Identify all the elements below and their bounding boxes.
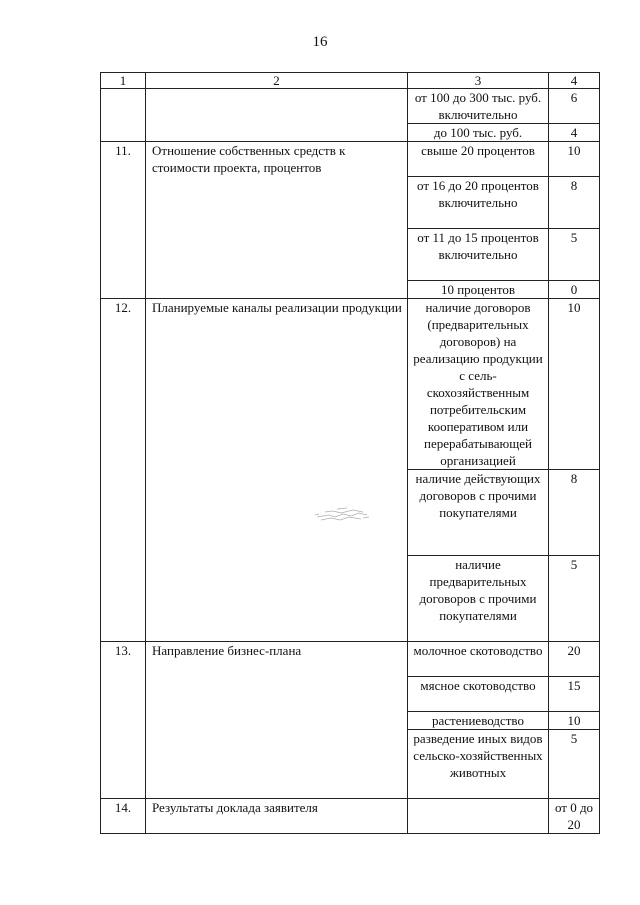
criterion-cell: от 100 до 300 тыс. руб. включительно — [408, 89, 549, 124]
row-number: 11. — [101, 142, 146, 299]
row-number — [101, 89, 146, 142]
score-cell: 0 — [549, 281, 600, 299]
score-cell: 5 — [549, 730, 600, 799]
score-cell: 4 — [549, 124, 600, 142]
table-row — [101, 642, 600, 677]
criterion-cell: молочное скотоводство — [408, 642, 549, 677]
parameter-cell: Отношение собственных средств к стоимости проекта, процентов — [146, 142, 408, 299]
table-row — [101, 142, 600, 177]
criterion-cell — [408, 799, 549, 834]
header-cell-num: 1 — [101, 73, 146, 89]
scan-smudge-mark — [313, 505, 371, 525]
criteria-table — [100, 72, 600, 834]
parameter-cell: Результаты доклада заявителя — [146, 799, 408, 834]
score-cell: 8 — [549, 470, 600, 556]
parameter-cell: Планируемые каналы реализации продукции — [146, 299, 408, 642]
score-cell: 10 — [549, 712, 600, 730]
criterion-cell: растениеводство — [408, 712, 549, 730]
table-row — [101, 89, 600, 124]
score-cell: 5 — [549, 229, 600, 281]
score-cell: 5 — [549, 556, 600, 642]
row-number: 14. — [101, 799, 146, 834]
criterion-cell: 10 процентов — [408, 281, 549, 299]
score-cell: 10 — [549, 142, 600, 177]
score-cell: от 0 до 20 — [549, 799, 600, 834]
criterion-cell: мясное скотоводство — [408, 677, 549, 712]
parameter-cell — [146, 89, 408, 142]
score-cell: 8 — [549, 177, 600, 229]
criterion-cell: разведение иных видов сельско-хозяйственных животных — [408, 730, 549, 799]
score-cell: 20 — [549, 642, 600, 677]
criterion-cell: наличие предварительных договоров с прочими покупателями — [408, 556, 549, 642]
table-row — [101, 299, 600, 470]
row-number: 12. — [101, 299, 146, 642]
header-cell-criterion: 3 — [408, 73, 549, 89]
criterion-cell: наличие действующих договоров с прочими покупателями — [408, 470, 549, 556]
table-row — [101, 799, 600, 834]
criterion-cell: от 16 до 20 процентов включительно — [408, 177, 549, 229]
table-header-row — [101, 73, 600, 89]
header-cell-score: 4 — [549, 73, 600, 89]
criterion-cell: наличие договоров (предварительных договоров) на реализацию продукции с сель-скохозяйственным потребительским кооперативом или перерабатывающей организацией — [408, 299, 549, 470]
page-number: 16 — [312, 34, 328, 50]
score-cell: 15 — [549, 677, 600, 712]
header-cell-param: 2 — [146, 73, 408, 89]
criterion-cell: свыше 20 процентов — [408, 142, 549, 177]
criterion-cell: от 11 до 15 процентов включительно — [408, 229, 549, 281]
row-number: 13. — [101, 642, 146, 799]
score-cell: 6 — [549, 89, 600, 124]
score-cell: 10 — [549, 299, 600, 470]
criterion-cell: до 100 тыс. руб. — [408, 124, 549, 142]
parameter-cell: Направление бизнес-плана — [146, 642, 408, 799]
